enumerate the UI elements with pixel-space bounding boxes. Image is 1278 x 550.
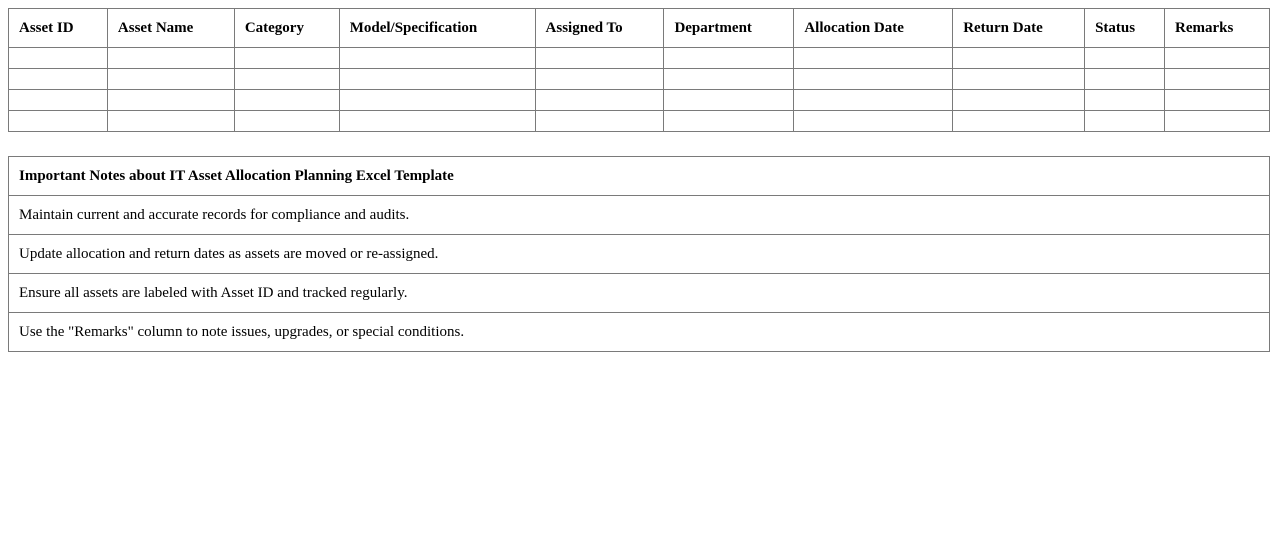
- table-cell[interactable]: [953, 90, 1085, 111]
- table-row: [9, 111, 1270, 132]
- table-cell[interactable]: [953, 69, 1085, 90]
- important-notes-table: [8, 156, 1270, 352]
- table-cell[interactable]: [794, 111, 953, 132]
- table-row: [9, 48, 1270, 69]
- table-cell[interactable]: [535, 48, 664, 69]
- note-row: [9, 313, 1270, 352]
- notes-title: Important Notes about IT Asset Allocation Planning Excel Template: [9, 157, 1270, 196]
- column-header-category: Category: [234, 9, 339, 48]
- table-cell[interactable]: [107, 90, 234, 111]
- notes-header-row: [9, 157, 1270, 196]
- note-item: Use the "Remarks" column to note issues, upgrades, or special conditions.: [9, 313, 1270, 352]
- column-header-allocation-date: Allocation Date: [794, 9, 953, 48]
- table-cell[interactable]: [234, 90, 339, 111]
- table-cell[interactable]: [1165, 48, 1270, 69]
- table-cell[interactable]: [9, 90, 108, 111]
- table-cell[interactable]: [664, 90, 794, 111]
- table-row: [9, 90, 1270, 111]
- note-row: [9, 274, 1270, 313]
- table-cell[interactable]: [794, 90, 953, 111]
- table-cell[interactable]: [664, 69, 794, 90]
- table-cell[interactable]: [9, 111, 108, 132]
- column-header-department: Department: [664, 9, 794, 48]
- table-cell[interactable]: [9, 48, 108, 69]
- column-header-asset-name: Asset Name: [107, 9, 234, 48]
- table-cell[interactable]: [107, 111, 234, 132]
- table-cell[interactable]: [1165, 111, 1270, 132]
- table-cell[interactable]: [664, 48, 794, 69]
- column-header-remarks: Remarks: [1165, 9, 1270, 48]
- note-item: Ensure all assets are labeled with Asset ID and tracked regularly.: [9, 274, 1270, 313]
- table-cell[interactable]: [234, 69, 339, 90]
- table-cell[interactable]: [535, 111, 664, 132]
- table-cell[interactable]: [339, 111, 535, 132]
- table-cell[interactable]: [535, 69, 664, 90]
- table-header-row: [9, 9, 1270, 48]
- column-header-asset-id: Asset ID: [9, 9, 108, 48]
- note-row: [9, 196, 1270, 235]
- table-cell[interactable]: [953, 111, 1085, 132]
- table-cell[interactable]: [1085, 90, 1165, 111]
- table-cell[interactable]: [1085, 69, 1165, 90]
- table-cell[interactable]: [1165, 90, 1270, 111]
- table-cell[interactable]: [339, 69, 535, 90]
- table-cell[interactable]: [1085, 48, 1165, 69]
- asset-allocation-table: [8, 8, 1270, 132]
- column-header-model-specification: Model/Specification: [339, 9, 535, 48]
- table-cell[interactable]: [794, 48, 953, 69]
- table-cell[interactable]: [664, 111, 794, 132]
- note-item: Maintain current and accurate records for compliance and audits.: [9, 196, 1270, 235]
- table-cell[interactable]: [339, 48, 535, 69]
- column-header-return-date: Return Date: [953, 9, 1085, 48]
- column-header-assigned-to: Assigned To: [535, 9, 664, 48]
- table-cell[interactable]: [339, 90, 535, 111]
- note-row: [9, 235, 1270, 274]
- table-cell[interactable]: [9, 69, 108, 90]
- table-row: [9, 69, 1270, 90]
- table-cell[interactable]: [953, 48, 1085, 69]
- table-cell[interactable]: [794, 69, 953, 90]
- table-cell[interactable]: [1085, 111, 1165, 132]
- note-item: Update allocation and return dates as assets are moved or re-assigned.: [9, 235, 1270, 274]
- table-cell[interactable]: [234, 48, 339, 69]
- table-cell[interactable]: [1165, 69, 1270, 90]
- column-header-status: Status: [1085, 9, 1165, 48]
- table-cell[interactable]: [535, 90, 664, 111]
- table-cell[interactable]: [107, 69, 234, 90]
- table-cell[interactable]: [107, 48, 234, 69]
- table-cell[interactable]: [234, 111, 339, 132]
